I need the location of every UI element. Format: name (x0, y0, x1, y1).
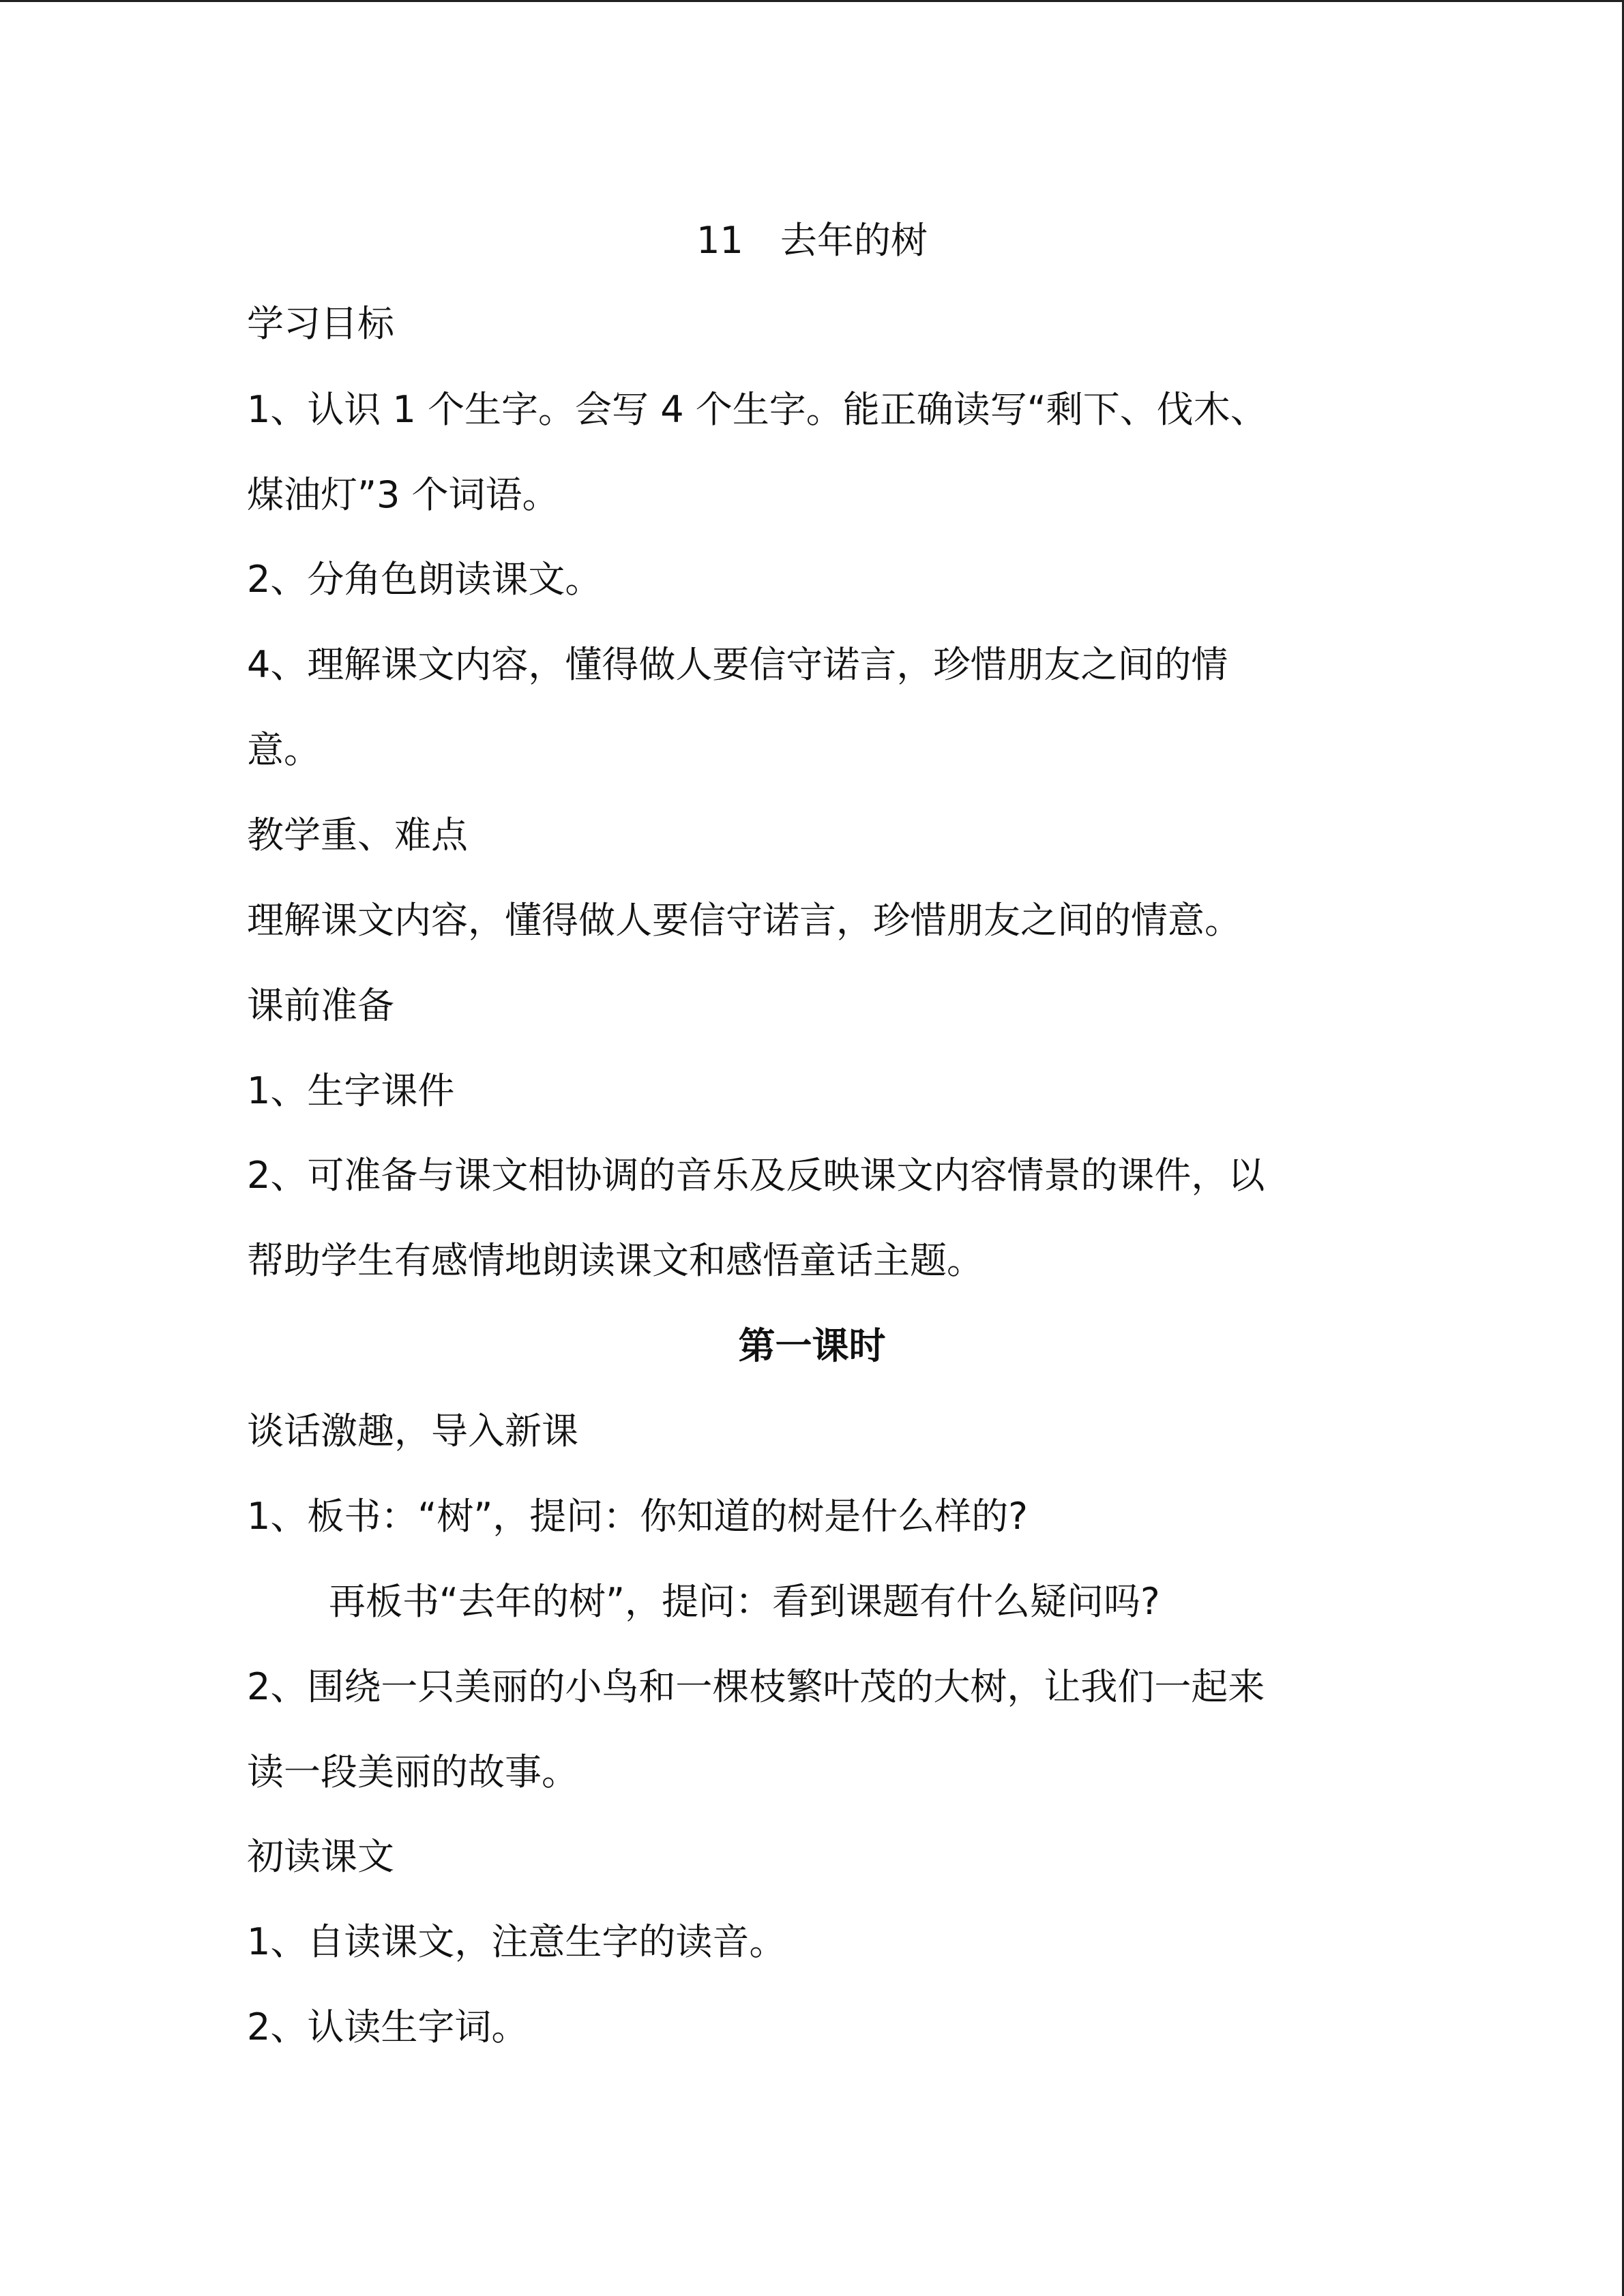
prep-item-1: 1、生字课件 (247, 1069, 455, 1112)
goal-1-line-a: 1、认识 1 个生字。会写 4 个生字。能正确读写“剩下、伐木、 (247, 388, 1267, 431)
first-read-item-2: 2、认读生字词。 (247, 2006, 529, 2048)
prep-item-2-line-b: 帮助学生有感情地朗读课文和感悟童话主题。 (247, 1239, 984, 1282)
document-title: 11 去年的树 (696, 219, 928, 262)
intro-item-2-line-a: 2、围绕一只美丽的小鸟和一棵枝繁叶茂的大树，让我们一起来 (247, 1665, 1265, 1708)
key-points-text: 理解课文内容，懂得做人要信守诺言，珍惜朋友之间的情意。 (247, 899, 1241, 942)
intro-item-1: 1、板书：“树”，提问：你知道的树是什么样的? (247, 1495, 1028, 1538)
top-border (0, 0, 1624, 2)
first-read-item-1: 1、自读课文，注意生字的读音。 (247, 1920, 786, 1963)
prep-item-2-line-a: 2、可准备与课文相协调的音乐及反映课文内容情景的课件，以 (247, 1154, 1265, 1197)
goal-1-line-b: 煤油灯”3 个词语。 (247, 473, 559, 516)
intro-item-1-continued: 再板书“去年的树”，提问：看到课题有什么疑问吗? (329, 1580, 1160, 1623)
first-read-heading: 初读课文 (247, 1835, 394, 1878)
intro-item-2-line-b: 读一段美丽的故事。 (247, 1750, 578, 1793)
intro-heading: 谈话激趣，导入新课 (247, 1410, 578, 1452)
goals-heading: 学习目标 (247, 302, 394, 345)
goal-4-line-a: 4、理解课文内容，懂得做人要信守诺言，珍惜朋友之间的情 (247, 643, 1228, 686)
goal-2: 2、分角色朗读课文。 (247, 558, 602, 601)
goal-4-line-b: 意。 (247, 728, 321, 771)
lesson-1-heading: 第一课时 (738, 1324, 886, 1367)
prep-heading: 课前准备 (247, 984, 394, 1027)
key-points-heading: 教学重、难点 (247, 814, 468, 856)
